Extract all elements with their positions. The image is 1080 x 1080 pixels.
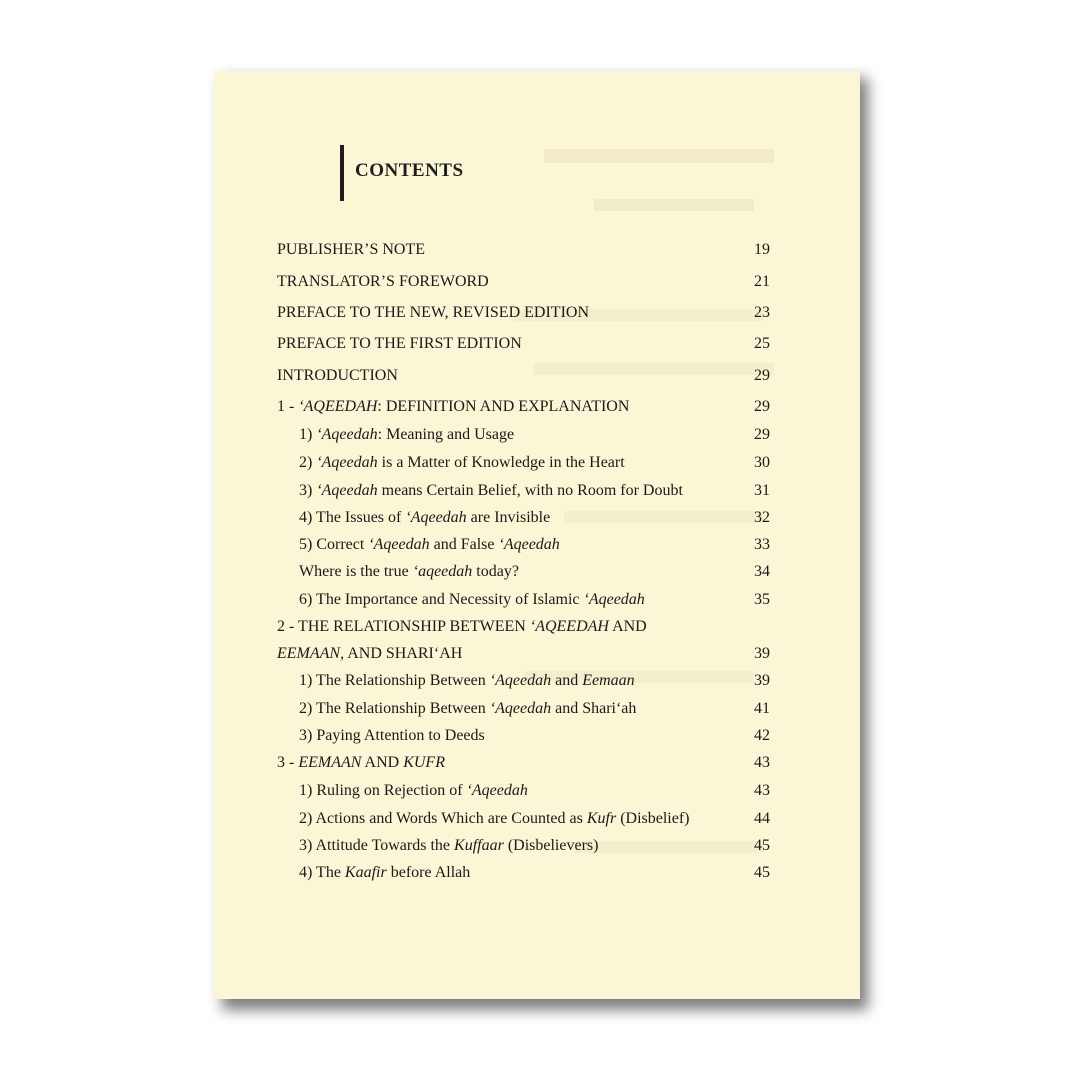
toc-entry-title [299,563,519,581]
toc-entry-title [277,618,647,636]
toc-entry-text: PREFACE TO THE FIRST EDITION [277,335,522,352]
toc-page-number: 41 [754,700,770,717]
toc-entry-text: AND [361,754,404,771]
toc-entry-text: TRANSLATOR’S FOREWORD [277,273,489,290]
toc-entry-text: Eemaan [582,672,635,689]
toc-entry [277,509,770,533]
toc-entry-text: 4) The [299,864,345,881]
bleed-through-text [594,199,754,211]
toc-entry-text: today? [472,563,519,580]
toc-entry-text: ‘AQEEDAH [529,618,609,635]
toc-page-number: 34 [754,563,770,580]
toc-entry [277,482,770,506]
toc-entry-text: (Disbelievers) [503,837,599,854]
toc-entry [277,304,770,328]
book-page [214,71,860,999]
toc-entry-text: Where is the true [299,563,413,580]
toc-entry-text: are Invisible [466,509,551,526]
toc-entry [277,536,770,560]
toc-page-number: 43 [754,754,770,771]
toc-entry-text: ‘Aqeedah [316,426,378,443]
toc-entry-title [277,335,522,353]
toc-entry-title [277,367,398,385]
toc-entry [277,837,770,861]
toc-entry-text: is a Matter of Knowledge in the Heart [377,454,625,471]
toc-entry-title [299,782,528,800]
toc-entry [277,672,770,696]
toc-entry-text: ‘Aqeedah [489,700,552,717]
toc-page-number: 29 [754,367,770,384]
toc-page-number: 45 [754,864,770,881]
toc-entry [277,563,770,587]
toc-entry-text: INTRODUCTION [277,367,398,384]
toc-entry-title [299,509,550,527]
toc-entry-text: 3) Attitude Towards the [299,837,455,854]
bleed-through-text [544,149,774,163]
toc-entry [277,273,770,297]
toc-entry-text: : DEFINITION AND EXPLANATION [377,398,630,415]
toc-page-number: 21 [754,273,770,290]
toc-entry-text: 2) [299,454,317,471]
toc-entry [277,591,770,615]
toc-entry [277,241,770,265]
toc-entry-text: ‘Aqeedah [498,536,560,553]
toc-entry [277,398,770,422]
toc-entry-text: KUFR [403,754,445,771]
toc-entry-text: 2 - THE RELATIONSHIP BETWEEN [277,618,530,635]
toc-page-number: 43 [754,782,770,799]
toc-entry-text: 1) The Relationship Between [299,672,490,689]
toc-page-number: 23 [754,304,770,321]
toc-entry-text: PUBLISHER’S NOTE [277,241,426,258]
toc-entry [277,700,770,724]
toc-page-number: 19 [754,241,770,258]
toc-entry-text: ‘Aqeedah [316,482,378,499]
toc-entry-text: 4) The Issues of [299,509,406,526]
toc-entry-text: AND [608,618,647,635]
toc-entry-title [277,241,425,259]
toc-page-number: 44 [754,810,770,827]
toc-entry-text: 2) Actions and Words Which are Counted as [299,810,587,827]
toc-page-number: 29 [754,398,770,415]
toc-entry-text: 2) The Relationship Between [299,700,490,717]
heading-bar [340,145,344,201]
toc-entry-title [277,754,445,772]
toc-entry-title [277,398,629,416]
toc-page-number: 32 [754,509,770,526]
toc-page-number: 39 [754,645,770,662]
toc-entry-text: and Shari‘ah [551,700,637,717]
toc-entry-text: ‘aqeedah [412,563,473,580]
toc-entry-title [299,454,625,472]
toc-entry-text: ‘Aqeedah [583,591,645,608]
toc-entry [277,367,770,391]
toc-entry-text: before Allah [386,864,471,881]
toc-entry-text: PREFACE TO THE NEW, REVISED EDITION [277,304,589,321]
toc-entry-title [299,810,690,828]
toc-entry [277,864,770,888]
toc-entry-title [299,482,683,500]
toc-page-number: 25 [754,335,770,352]
toc-entry [277,335,770,359]
toc-entry-text: and False [429,536,499,553]
toc-entry-text: AND SHARI‘AH [344,645,463,662]
toc-entry [277,454,770,478]
toc-entry-title [277,304,589,322]
toc-entry [277,754,770,778]
toc-entry-text: EEMAAN, [277,645,345,662]
toc-entry-title [277,273,489,291]
toc-entry-text: Kaafir [344,864,387,881]
toc-entry-text: ‘Aqeedah [466,782,528,799]
toc-entry [277,426,770,450]
toc-entry-title [299,837,598,855]
toc-entry-text: : Meaning and Usage [377,426,515,443]
toc-page-number: 42 [754,727,770,744]
toc-entry-text: 3 - [277,754,299,771]
toc-entry-text: ‘Aqeedah [489,672,552,689]
toc-entry-text: 1) Ruling on Rejection of [299,782,467,799]
toc-entry-title [299,727,485,745]
toc-entry-text: 3) [299,482,317,499]
toc-entry-text: and [551,672,583,689]
toc-entry-text: ‘Aqeedah [368,536,430,553]
toc-entry [277,645,770,669]
toc-entry-text: Kufr [586,810,617,827]
toc-page-number: 35 [754,591,770,608]
toc-entry-text: 6) The Importance and Necessity of Islamic [299,591,584,608]
toc-entry [277,810,770,834]
toc-entry-text: (Disbelief) [616,810,690,827]
toc-entry-text: ‘Aqeedah [316,454,378,471]
toc-entry-title [299,700,636,718]
toc-entry-text: 1 - [277,398,299,415]
toc-entry-text: ‘AQEEDAH [298,398,378,415]
toc-entry-text: means Certain Belief, with no Room for Doubt [377,482,683,499]
toc-entry [277,782,770,806]
toc-entry-text: 1) [299,426,317,443]
toc-entry-title [299,591,645,609]
toc-entry-text: ‘Aqeedah [405,509,467,526]
toc-page-number: 30 [754,454,770,471]
toc-entry-text: 5) Correct [299,536,369,553]
toc-page-number: 33 [754,536,770,553]
toc-entry [277,618,770,642]
toc-page-number: 39 [754,672,770,689]
toc-entry [277,727,770,751]
toc-page-number: 31 [754,482,770,499]
toc-page-number: 29 [754,426,770,443]
toc-entry-title [277,645,462,663]
toc-entry-title [299,672,635,690]
toc-page-number: 45 [754,837,770,854]
toc-entry-title [299,864,470,882]
toc-entry-title [299,536,560,554]
toc-entry-text: 3) Paying Attention to Deeds [299,727,485,744]
toc-entry-text: Kuffaar [454,837,504,854]
page-title: CONTENTS [355,160,464,181]
toc-entry-title [299,426,514,444]
bleed-through-text [634,95,638,112]
toc-entry-text: EEMAAN [298,754,362,771]
